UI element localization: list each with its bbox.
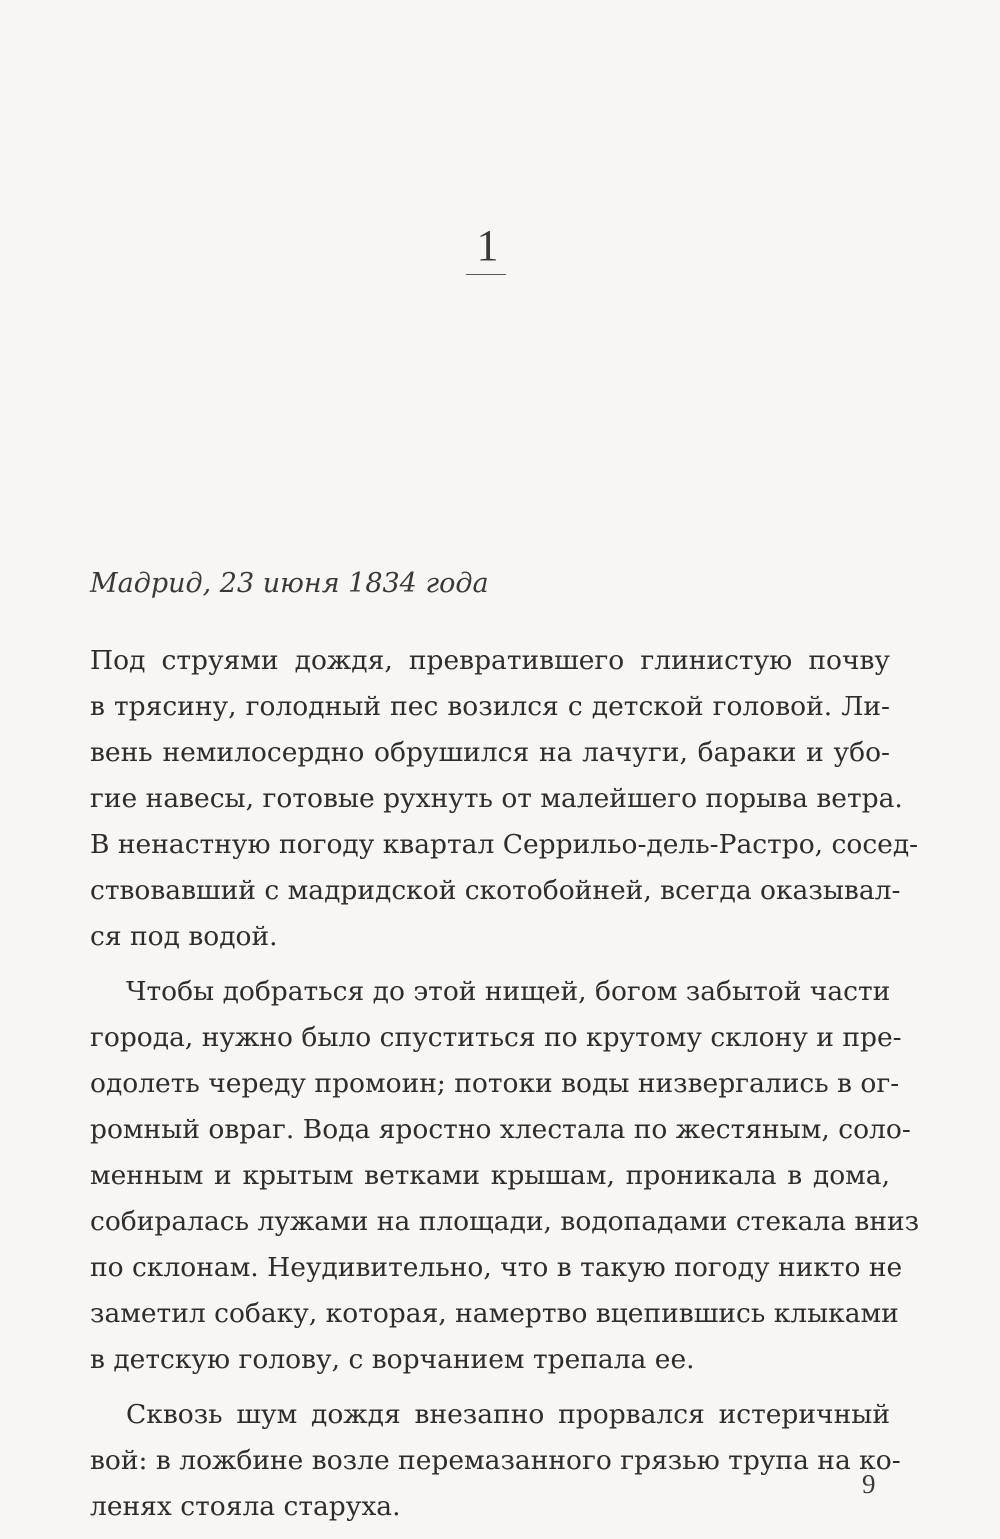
chapter-number: 1 (476, 221, 499, 270)
text-line: собиралась лужами на площади, водопадами стекала вниз (90, 1206, 920, 1237)
paragraph-1 (90, 638, 919, 960)
text-line: ленях стояла старуха. (90, 1491, 401, 1522)
place-date-heading: Мадрид, 23 июня 1834 года (90, 568, 489, 599)
text-line: В ненастную погоду квартал Серрильо-дель-Растро, сосед- (90, 829, 919, 860)
text-line: гие навесы, готовые рухнуть от малейшего порыва ветра. (90, 783, 903, 814)
text-line: заметил собаку, которая, намертво вцепившись клыками (90, 1298, 899, 1329)
text-line: ствовавший с мадридской скотобойней, всегда оказывал- (90, 875, 901, 906)
text-line: в детскую голову, с ворчанием трепала ее. (90, 1344, 695, 1375)
text-line: Под струями дождя, превратившего глинистую почву (90, 645, 890, 676)
text-line: ромный овраг. Вода яростно хлестала по жестяным, соло- (90, 1114, 911, 1145)
chapter-rule (466, 274, 506, 275)
text-line: по склонам. Неудивительно, что в такую погоду никто не (90, 1252, 903, 1283)
text-line: в трясину, голодный пес возился с детской головой. Ли- (90, 691, 890, 722)
paragraph-2 (90, 969, 920, 1383)
paragraph-3 (90, 1392, 901, 1530)
text-line: Сквозь шум дождя внезапно прорвался истеричный (126, 1399, 890, 1430)
text-line: вой: в ложбине возле перемазанного грязью трупа на ко- (90, 1445, 901, 1476)
text-line: менным и крытым ветками крышам, проникала в дома, (90, 1160, 890, 1191)
text-line: одолеть череду промоин; потоки воды низвергались в ог- (90, 1068, 900, 1099)
text-line: ся под водой. (90, 921, 278, 952)
text-line: вень немилосердно обрушился на лачуги, бараки и убо- (90, 737, 890, 768)
text-line: Чтобы добраться до этой нищей, богом забытой части (126, 976, 891, 1007)
body-text (90, 638, 920, 1539)
text-line: города, нужно было спуститься по крутому склону и пре- (90, 1022, 902, 1053)
page-number: 9 (862, 1469, 876, 1499)
